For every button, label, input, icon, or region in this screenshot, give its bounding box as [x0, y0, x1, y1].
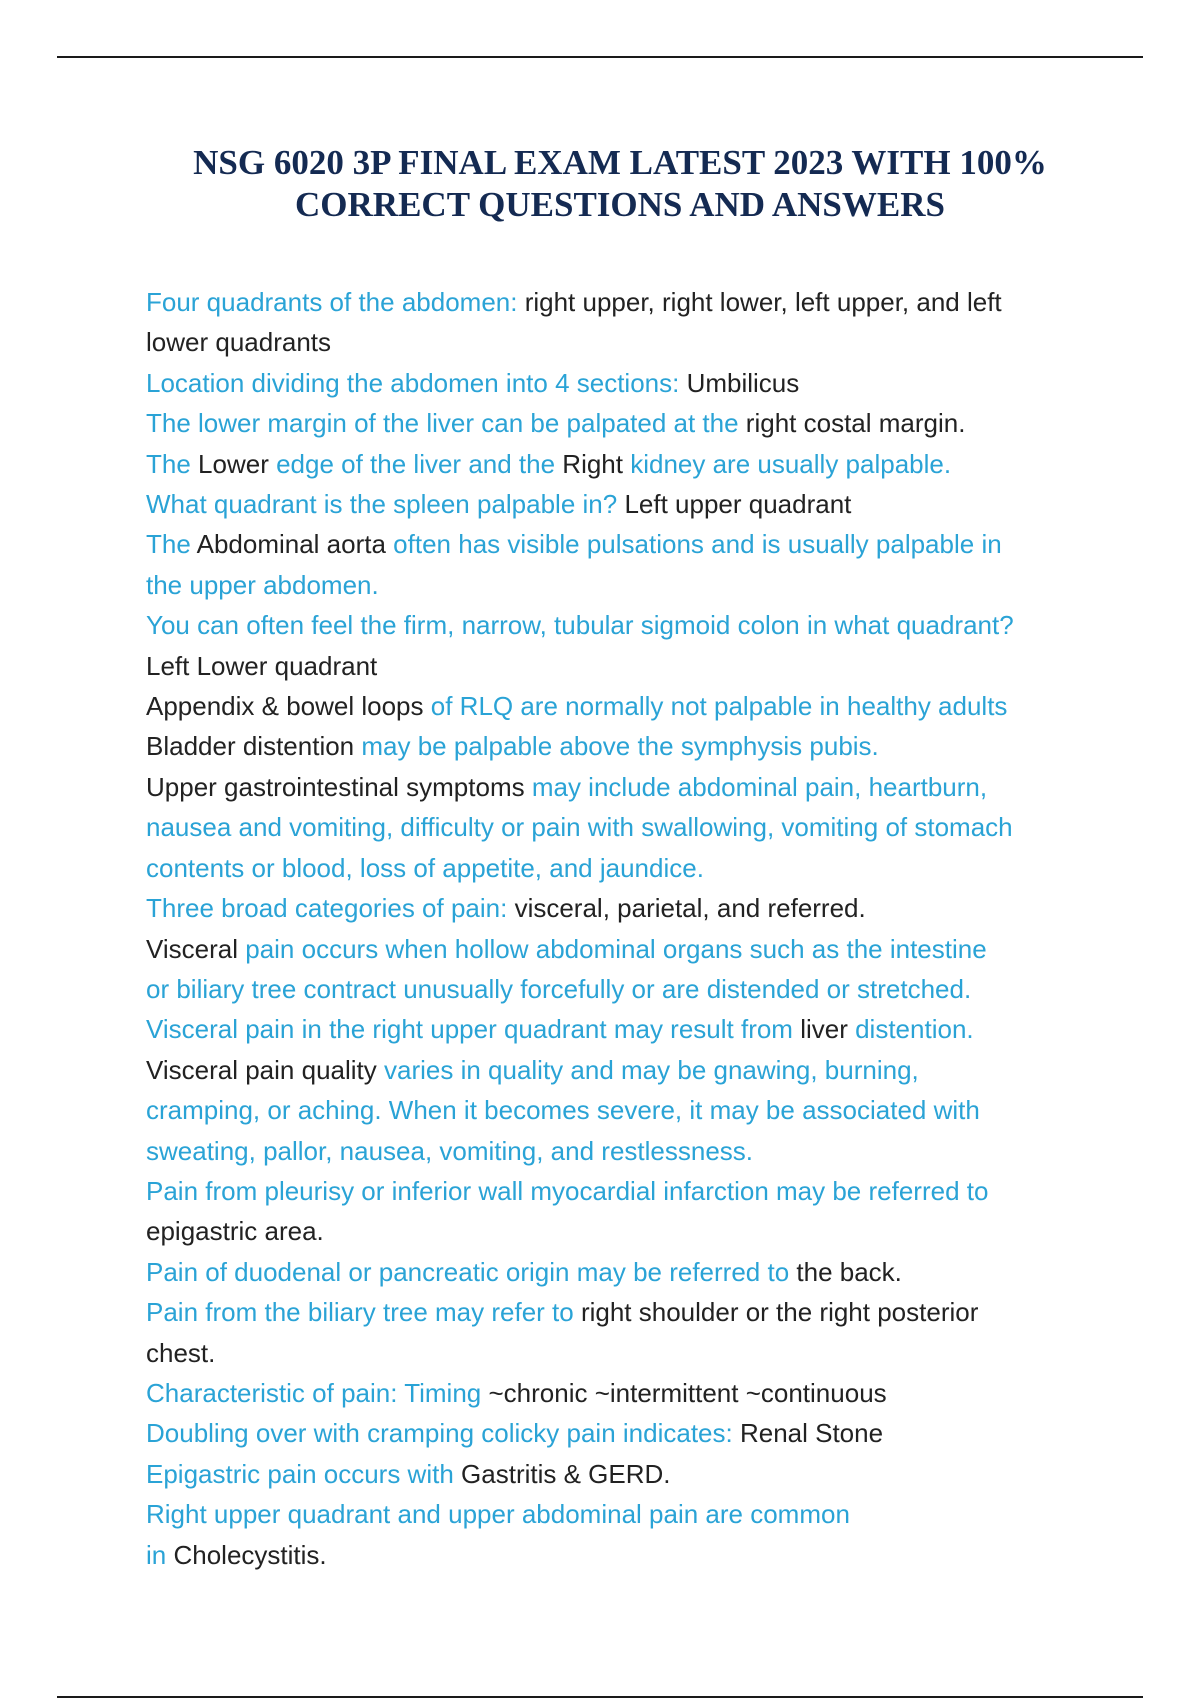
text-line: [146, 403, 1086, 443]
question-text: The: [146, 529, 191, 560]
text-line: [146, 1171, 1086, 1211]
question-text: may include abdominal pain, heartburn,: [524, 771, 988, 802]
bottom-rule: [57, 1696, 1143, 1698]
question-text: Doubling over with cramping colicky pain indicates:: [146, 1418, 733, 1449]
title-line: NSG 6020 3P FINAL EXAM LATEST 2023 WITH 100%: [193, 143, 1047, 182]
question-text: may be palpable above the symphysis pubis.: [354, 731, 879, 762]
answer-text: Right: [555, 448, 623, 479]
question-text: Pain from the biliary tree may refer to: [146, 1297, 574, 1328]
question-text: edge of the liver and the: [268, 448, 556, 479]
question-text: distention.: [847, 1014, 974, 1045]
answer-text: Umbilicus: [679, 367, 800, 398]
question-text: pain occurs when hollow abdominal organs such as the intestine: [238, 933, 987, 964]
text-line: [146, 282, 1086, 322]
text-line: [146, 1535, 1086, 1575]
question-text: contents or blood, loss of appetite, and jaundice.: [146, 852, 704, 883]
text-line: [146, 1131, 1086, 1171]
text-line: [146, 1373, 1086, 1413]
question-text: cramping, or aching. When it becomes severe, it may be associated with: [146, 1095, 980, 1126]
answer-text: Bladder distention: [146, 731, 355, 762]
answer-text: Gastritis & GERD.: [453, 1458, 671, 1489]
question-text: in: [146, 1539, 167, 1570]
text-line: [146, 807, 1086, 847]
question-text: Epigastric pain occurs with: [146, 1458, 454, 1489]
question-text: nausea and vomiting, difficulty or pain with swallowing, vomiting of stomach: [146, 812, 1013, 843]
answer-text: Lower: [190, 448, 269, 479]
text-line: [146, 524, 1086, 564]
answer-text: right costal margin.: [738, 408, 966, 439]
question-text: Pain from pleurisy or inferior wall myocardial infarction may be referred to: [146, 1175, 989, 1206]
text-line: [146, 1333, 1086, 1373]
text-line: [146, 1090, 1086, 1130]
text-line: [146, 1494, 1086, 1534]
text-line: [146, 484, 1086, 524]
text-line: [146, 1252, 1086, 1292]
answer-text: Cholecystitis.: [166, 1539, 327, 1570]
qa-body: [146, 282, 1086, 1575]
answer-text: Renal Stone: [732, 1418, 884, 1449]
text-line: [146, 1454, 1086, 1494]
answer-text: Upper gastrointestinal symptoms: [146, 771, 525, 802]
answer-text: Left upper quadrant: [617, 489, 852, 520]
question-text: Visceral pain in the right upper quadrant may result from: [146, 1014, 793, 1045]
question-text: often has visible pulsations and is usually palpable in: [385, 529, 1002, 560]
answer-text: lower quadrants: [146, 327, 331, 358]
text-line: [146, 363, 1086, 403]
question-text: You can often feel the firm, narrow, tubular sigmoid colon in what quadrant?: [146, 610, 1014, 641]
answer-text: Appendix & bowel loops: [146, 691, 424, 722]
question-text: varies in quality and may be gnawing, burning,: [376, 1054, 919, 1085]
answer-text: Visceral pain quality: [146, 1054, 377, 1085]
text-line: [146, 1050, 1086, 1090]
answer-text: chest.: [146, 1337, 216, 1368]
question-text: sweating, pallor, nausea, vomiting, and restlessness.: [146, 1135, 754, 1166]
text-line: [146, 322, 1086, 362]
text-line: [146, 605, 1086, 645]
answer-text: right upper, right lower, left upper, and left: [517, 287, 1002, 317]
question-text: the upper abdomen.: [146, 569, 379, 600]
answer-text: Visceral: [146, 933, 239, 964]
answer-text: right shoulder or the right posterior: [573, 1297, 979, 1328]
text-line: [146, 1009, 1086, 1049]
question-text: The lower margin of the liver can be palpated at the: [146, 408, 739, 439]
text-line: [146, 848, 1086, 888]
text-line: [146, 1292, 1086, 1332]
text-line: [146, 969, 1086, 1009]
text-line: [146, 767, 1086, 807]
text-line: [146, 1413, 1086, 1453]
title-line: CORRECT QUESTIONS AND ANSWERS: [295, 185, 945, 224]
answer-text: ~chronic ~intermittent ~continuous: [481, 1377, 887, 1408]
text-line: [146, 929, 1086, 969]
answer-text: Abdominal aorta: [190, 529, 386, 560]
answer-text: visceral, parietal, and referred.: [507, 893, 866, 924]
question-text: kidney are usually palpable.: [622, 448, 952, 479]
text-line: [146, 444, 1086, 484]
question-text: Location dividing the abdomen into 4 sections:: [146, 367, 680, 398]
question-text: Right upper quadrant and upper abdominal pain are common: [146, 1499, 850, 1530]
answer-text: liver: [792, 1014, 848, 1045]
question-text: Four quadrants of the abdomen:: [146, 287, 518, 317]
question-text: Three broad categories of pain:: [146, 893, 508, 924]
text-line: [146, 1211, 1086, 1251]
question-text: Pain of duodenal or pancreatic origin may be referred to: [146, 1256, 790, 1287]
text-line: [146, 565, 1086, 605]
question-text: of RLQ are normally not palpable in healthy adults: [423, 691, 1008, 722]
question-text: The: [146, 448, 191, 479]
text-line: [146, 646, 1086, 686]
document-title: [100, 142, 1140, 226]
text-line: [146, 686, 1086, 726]
question-text: or biliary tree contract unusually forcefully or are distended or stretched.: [146, 973, 972, 1004]
text-line: [146, 726, 1086, 766]
answer-text: the back.: [789, 1256, 902, 1287]
text-line: [146, 888, 1086, 928]
answer-text: epigastric area.: [146, 1216, 324, 1247]
question-text: What quadrant is the spleen palpable in?: [146, 489, 618, 520]
top-rule: [57, 56, 1143, 58]
question-text: Characteristic of pain: Timing: [146, 1377, 482, 1408]
answer-text: Left Lower quadrant: [146, 650, 378, 681]
